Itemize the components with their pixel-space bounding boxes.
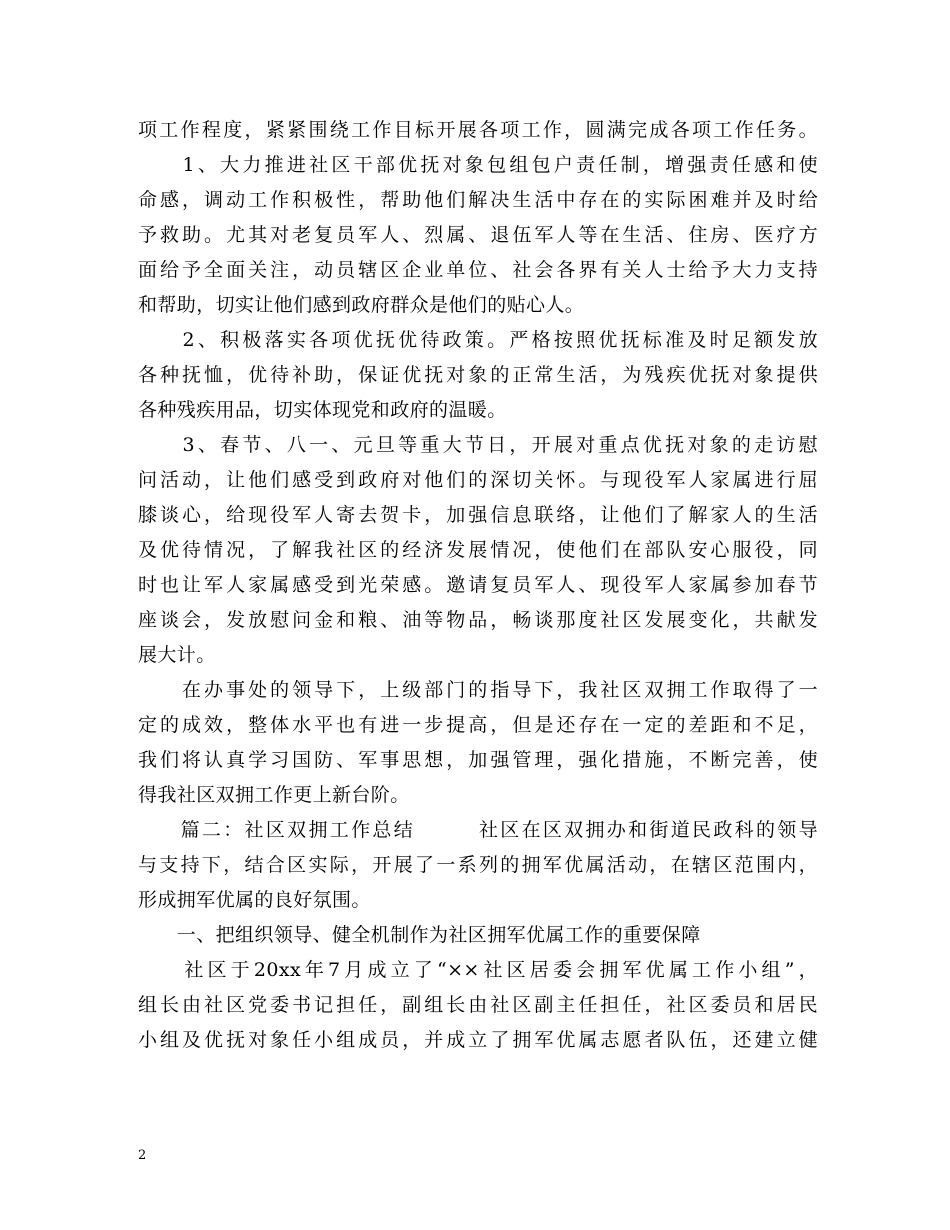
text-line: 在办事处的领导下，上级部门的指导下，我社区双拥工作取得了一 (138, 679, 818, 701)
text-line: 形成拥军优属的良好氛围。 (138, 889, 371, 911)
text-line: 时也让军人家属感受到光荣感。邀请复员军人、现役军人家属参加春节 (138, 574, 818, 596)
text-line: 定的成效，整体水平也有进一步提高，但是还存在一定的差距和不足， (138, 714, 818, 736)
text-line: 座谈会，发放慰问金和粮、油等物品，畅谈那度社区发展变化，共献发 (138, 609, 818, 631)
text-line: 2、积极落实各项优抚优待政策。严格按照优抚标准及时足额发放 (138, 329, 818, 351)
text-line: 小组及优抚对象任小组成员，并成立了拥军优属志愿者队伍，还建立健 (138, 1029, 818, 1051)
text-line: 我们将认真学习国防、军事思想，加强管理，强化措施，不断完善，使 (138, 749, 818, 771)
text-line: 命感，调动工作积极性，帮助他们解决生活中存在的实际困难并及时给 (138, 189, 818, 211)
text-line: 一、把组织领导、健全机制作为社区拥军优属工作的重要保障 (138, 924, 701, 946)
text-line: 组长由社区党委书记担任，副组长由社区副主任担任，社区委员和居民 (138, 994, 818, 1016)
text-line: 面给予全面关注，动员辖区企业单位、社会各界有关人士给予大力支持 (138, 259, 818, 281)
text-line: 各种残疾用品，切实体现党和政府的温暖。 (138, 399, 507, 421)
text-line: 社区于20xx年7月成立了“××社区居委会拥军优属工作小组”， (138, 959, 818, 981)
text-line: 和帮助，切实让他们感到政府群众是他们的贴心人。 (138, 294, 585, 316)
text-line: 与支持下，结合区实际，开展了一系列的拥军优属活动，在辖区范围内， (138, 854, 818, 876)
text-line: 项工作程度，紧紧围绕工作目标开展各项工作，圆满完成各项工作任务。 (138, 119, 818, 141)
text-line: 篇二：社区双拥工作总结 社区在区双拥办和街道民政科的领导 (138, 819, 818, 841)
text-line: 及优待情况，了解我社区的经济发展情况，使他们在部队安心服役，同 (138, 539, 818, 561)
page-number: 2 (138, 1148, 147, 1163)
body-text (138, 113, 818, 1058)
text-line: 3、春节、八一、元旦等重大节日，开展对重点优抚对象的走访慰 (138, 434, 818, 456)
text-line: 展大计。 (138, 644, 216, 666)
text-line: 问活动，让他们感受到政府对他们的深切关怀。与现役军人家属进行屈 (138, 469, 818, 491)
text-line: 得我社区双拥工作更上新台阶。 (138, 784, 410, 806)
text-line: 膝谈心，给现役军人寄去贺卡，加强信息联络，让他们了解家人的生活 (138, 504, 818, 526)
text-line: 予救助。尤其对老复员军人、烈属、退伍军人等在生活、住房、医疗方 (138, 224, 818, 246)
text-line: 各种抚恤，优待补助，保证优抚对象的正常生活，为残疾优抚对象提供 (138, 364, 818, 386)
text-line: 1、大力推进社区干部优抚对象包组包户责任制，增强责任感和使 (138, 154, 818, 176)
